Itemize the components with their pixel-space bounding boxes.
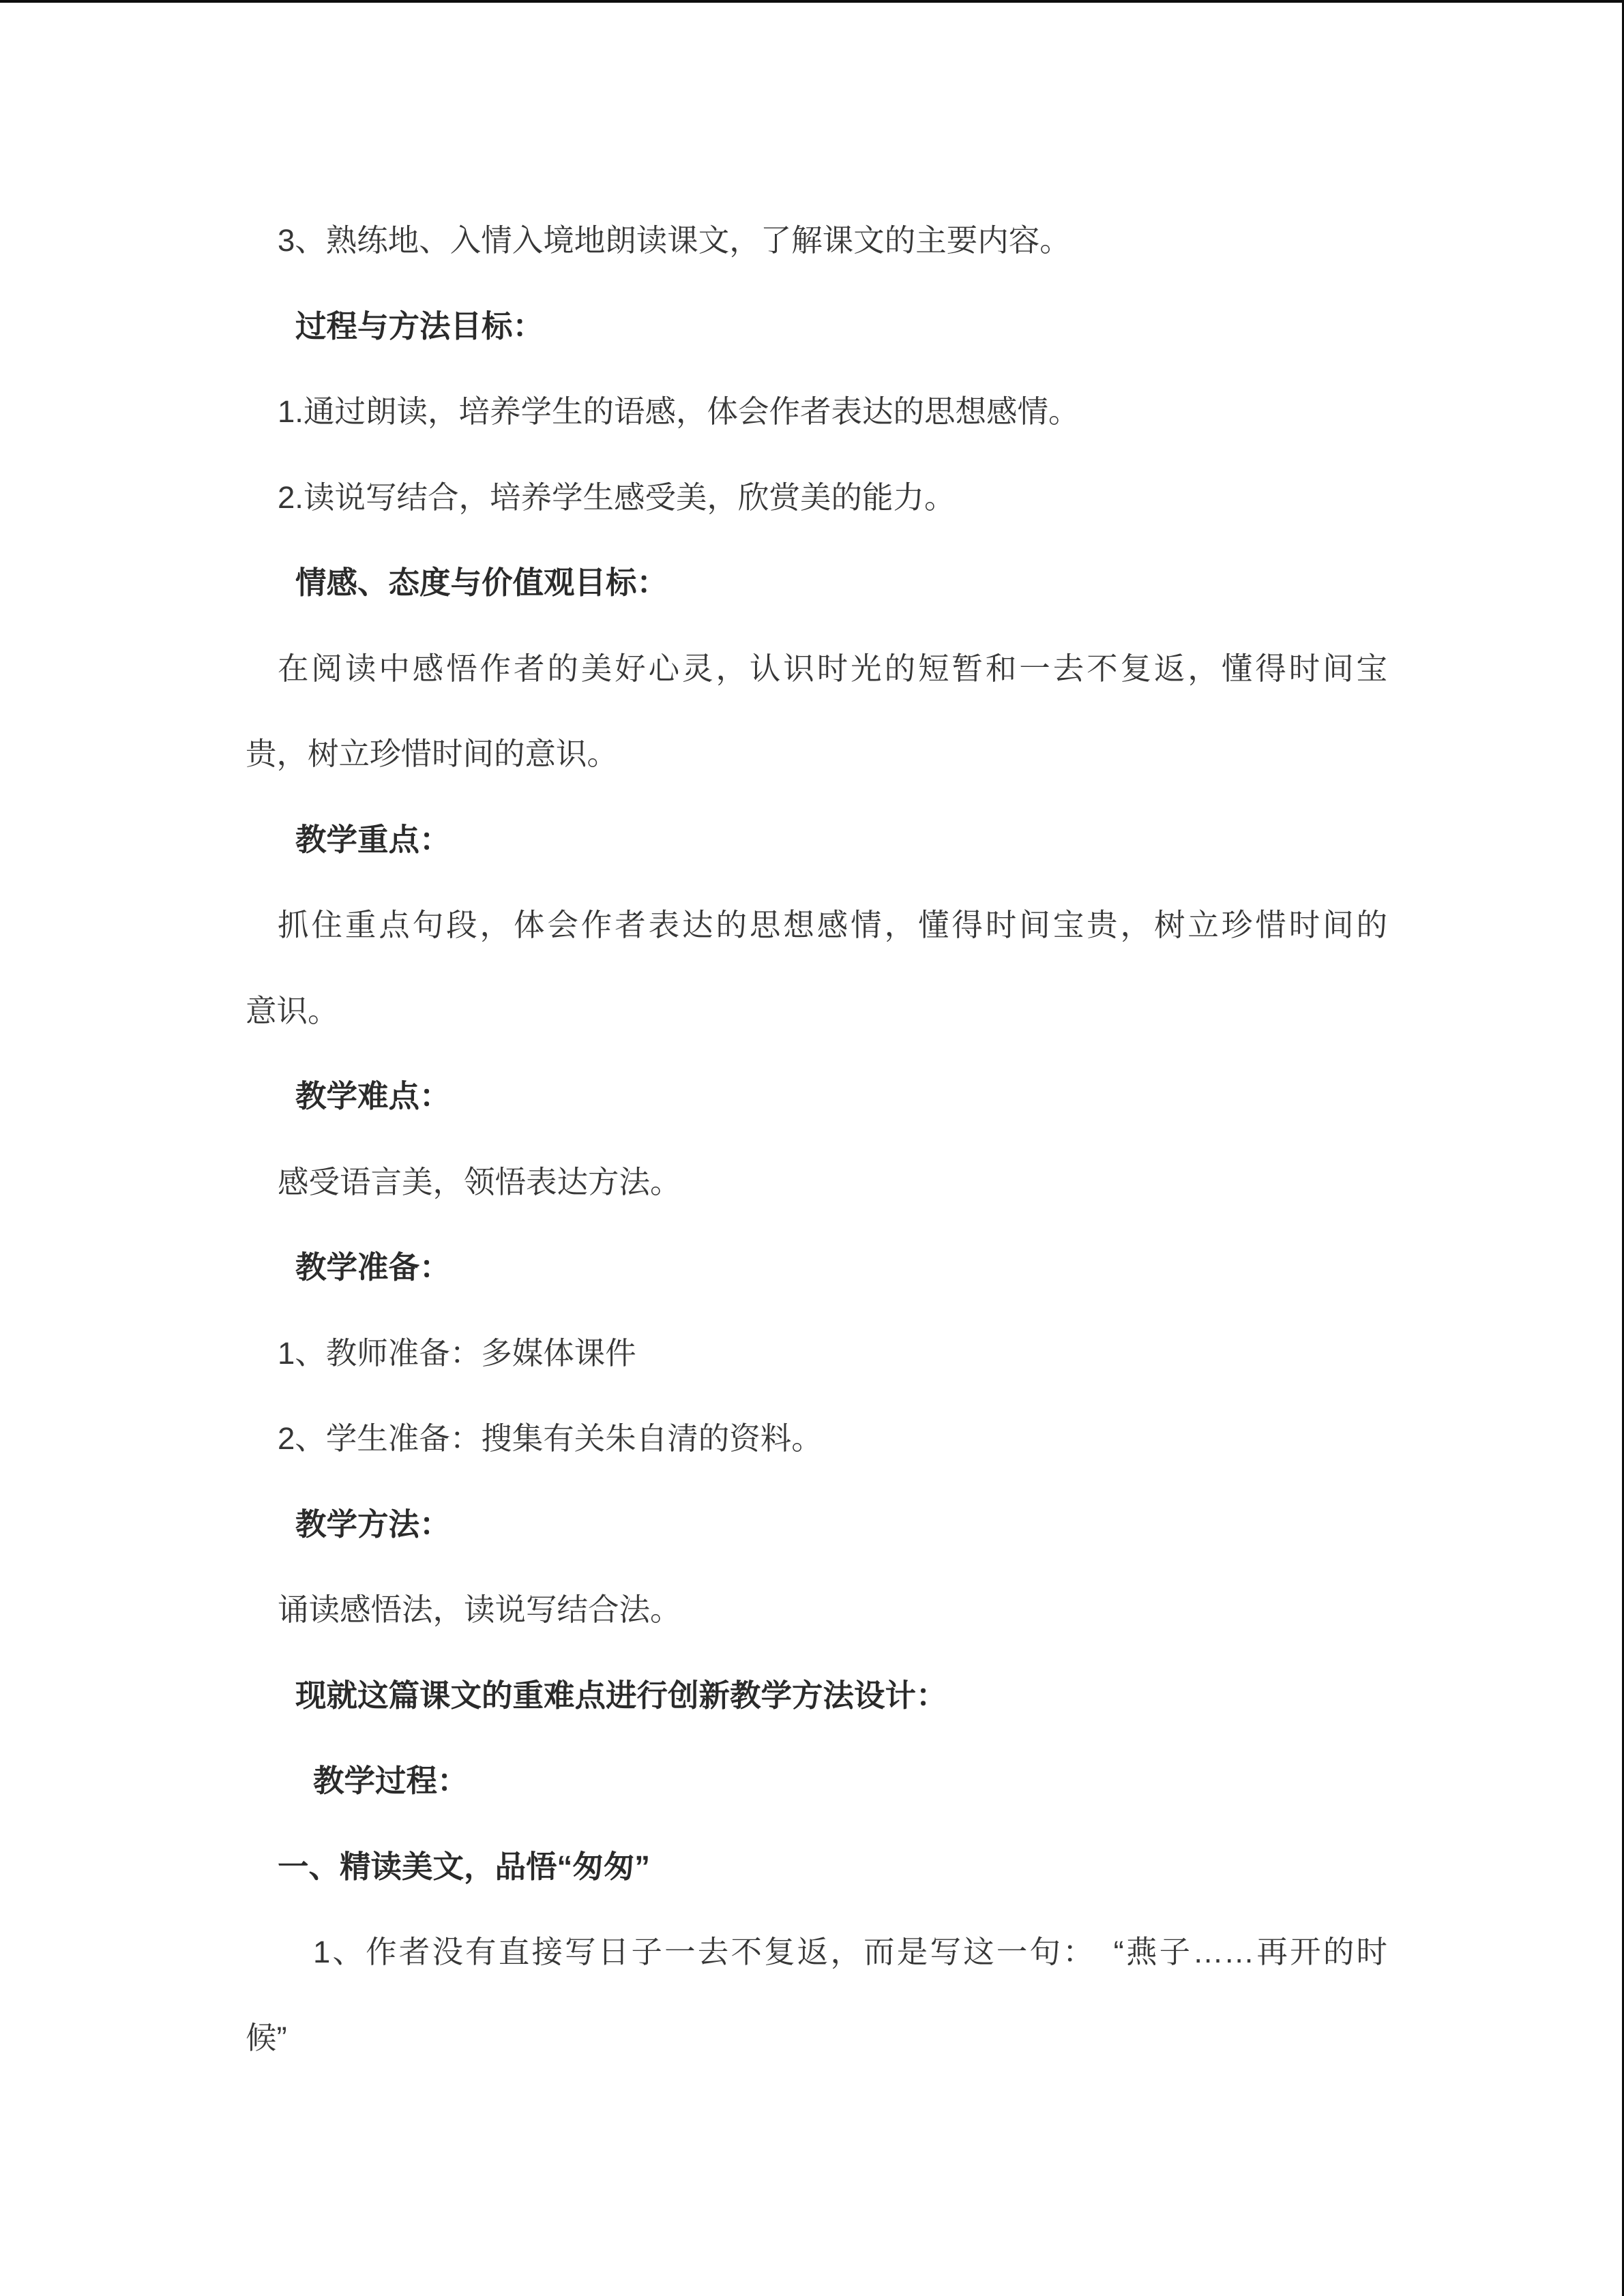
heading-line: 教学过程： [313,1763,469,1798]
heading-line: 过程与方法目标： [295,308,544,344]
heading-line: 教学方法： [295,1506,451,1542]
text-line: 贵，树立珍惜时间的意识。 [246,736,619,771]
heading-line: 教学重点： [295,822,451,857]
text-line: 1.通过朗读，培养学生的语感，体会作者表达的思想感情。 [278,394,1080,429]
heading-line: 情感、态度与价值观目标： [295,565,668,600]
page-top-border [0,0,1624,3]
text-line: 1、作者没有直接写日子一去不复返，而是写这一句： “燕子……再开的时 [313,1935,1387,1969]
text-line: 在阅读中感悟作者的美好心灵，认识时光的短暂和一去不复返，懂得时间宝 [278,651,1387,686]
text-line: 抓住重点句段，体会作者表达的思想感情，懂得时间宝贵，树立珍惜时间的 [278,908,1387,942]
heading-line: 现就这篇课文的重难点进行创新教学方法设计： [295,1678,947,1713]
heading-line: 一、精读美文，品悟“匆匆” [278,1849,651,1884]
text-line: 诵读感悟法，读说写结合法。 [278,1592,681,1627]
document-content [246,198,1387,2081]
text-line: 感受语言美，领悟表达方法。 [278,1164,681,1199]
text-line: 2.读说写结合，培养学生感受美，欣赏美的能力。 [278,479,956,515]
text-line: 3、熟练地、入情入境地朗读课文，了解课文的主要内容。 [278,223,1071,258]
heading-line: 教学难点： [295,1079,451,1114]
text-line: 候” [246,2020,287,2055]
text-line: 2、学生准备：搜集有关朱自清的资料。 [278,1421,823,1456]
heading-line: 教学准备： [295,1250,451,1285]
text-line: 意识。 [246,993,339,1028]
text-line: 1、教师准备：多媒体课件 [278,1335,636,1371]
